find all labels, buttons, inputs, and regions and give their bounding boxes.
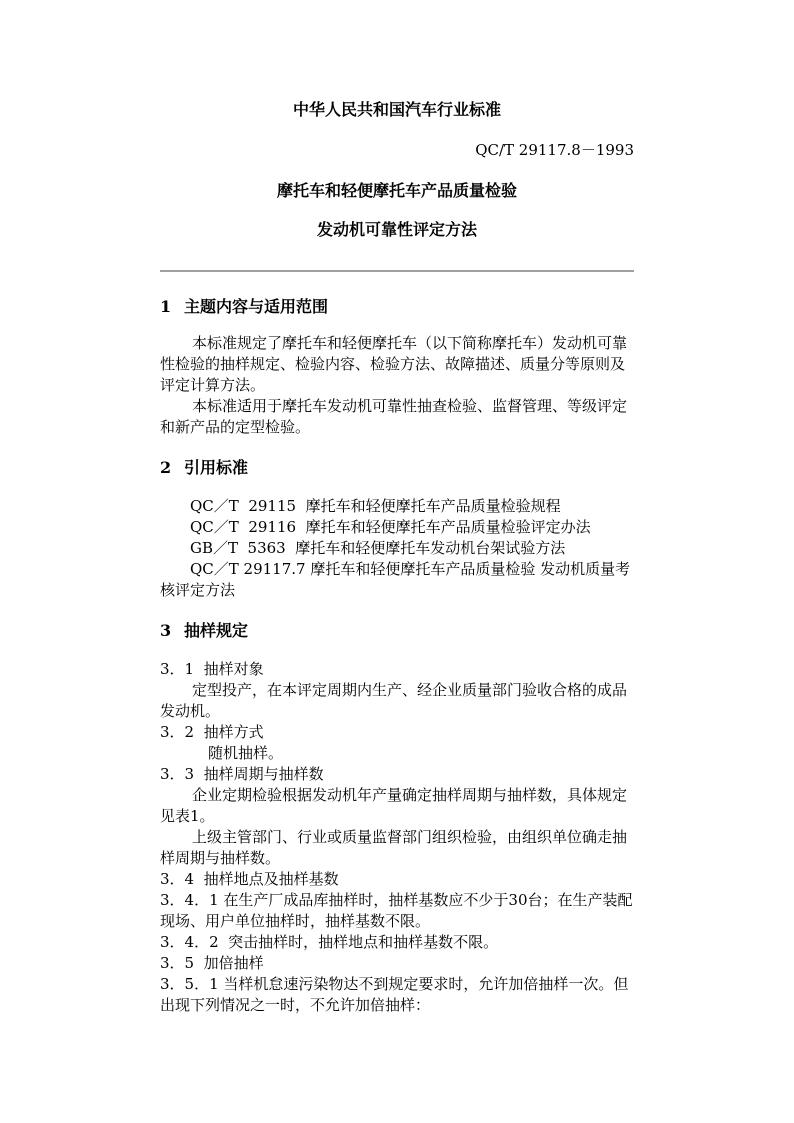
document-title-line2: 发动机可靠性评定方法 [316, 220, 477, 239]
section-1-title: 主题内容与适用范围 [184, 297, 329, 316]
section-1-heading [160, 296, 638, 317]
document-title-line1: 摩托车和轻便摩托车产品质量检验 [276, 181, 517, 200]
section-3-body [160, 659, 638, 1016]
reference-item: QC／T 29116 摩托车和轻便摩托车产品质量检验评定办法 [190, 518, 591, 536]
clause-3-5-heading: 3．5 加倍抽样 [160, 954, 264, 972]
section-2-title: 引用标准 [184, 458, 249, 477]
clause-3-3-text-1: 企业定期检验根据发动机年产量确定抽样周期与抽样数，具体规定见表1。 [160, 786, 628, 825]
section-1-body [160, 333, 638, 438]
clause-3-4-1-text: 3．4．1 在生产厂成品库抽样时，抽样基数应不少于30台；在生产装配现场、用户单位抽样时，抽样基数不限。 [160, 891, 633, 930]
reference-item: QC／T 29117.7 摩托车和轻便摩托车产品质量检验 发动机质量考核评定方法 [160, 560, 631, 599]
section-1-number: 1 [160, 297, 172, 316]
clause-3-1-heading: 3．1 抽样对象 [160, 660, 264, 678]
header-divider [160, 270, 634, 272]
clause-3-4-2-text: 3．4．2 突击抽样时，抽样地点和抽样基数不限。 [160, 933, 499, 951]
reference-list [160, 496, 638, 601]
clause-3-3-heading: 3．3 抽样周期与抽样数 [160, 765, 324, 783]
section-2-number: 2 [160, 458, 172, 477]
clause-3-3-text-2: 上级主管部门、行业或质量监督部门组织检验，由组织单位确走抽样周期与抽样数。 [160, 828, 628, 867]
section-1-para-2: 本标准适用于摩托车发动机可靠性抽查检验、监督管理、等级评定和新产品的定型检验。 [160, 397, 628, 436]
clause-3-5-1-text: 3．5．1 当样机怠速污染物达不到规定要求时，允许加倍抽样一次。但出现下列情况之一时，不允许加倍抽样： [160, 975, 629, 1014]
clause-3-1-text: 定型投产，在本评定周期内生产、经企业质量部门验收合格的成品发动机。 [160, 681, 628, 720]
reference-item: QC／T 29115 摩托车和轻便摩托车产品质量检验规程 [190, 497, 561, 515]
standard-org-title: 中华人民共和国汽车行业标准 [292, 100, 501, 119]
clause-3-4-heading: 3．4 抽样地点及抽样基数 [160, 870, 339, 888]
section-3-title: 抽样规定 [184, 621, 249, 640]
clause-3-2-text: 随机抽样。 [208, 744, 284, 762]
standard-code: QC/T 29117.8－1993 [475, 141, 634, 159]
reference-item: GB／T 5363 摩托车和轻便摩托车发动机台架试验方法 [190, 539, 566, 557]
clause-3-2-heading: 3．2 抽样方式 [160, 723, 264, 741]
section-3-number: 3 [160, 621, 172, 640]
section-2-heading [160, 457, 638, 478]
section-1-para-1: 本标准规定了摩托车和轻便摩托车（以下简称摩托车）发动机可靠性检验的抽样规定、检验内容、检验方法、故障描述、质量分等原则及评定计算方法。 [160, 334, 628, 394]
section-3-heading [160, 620, 638, 641]
